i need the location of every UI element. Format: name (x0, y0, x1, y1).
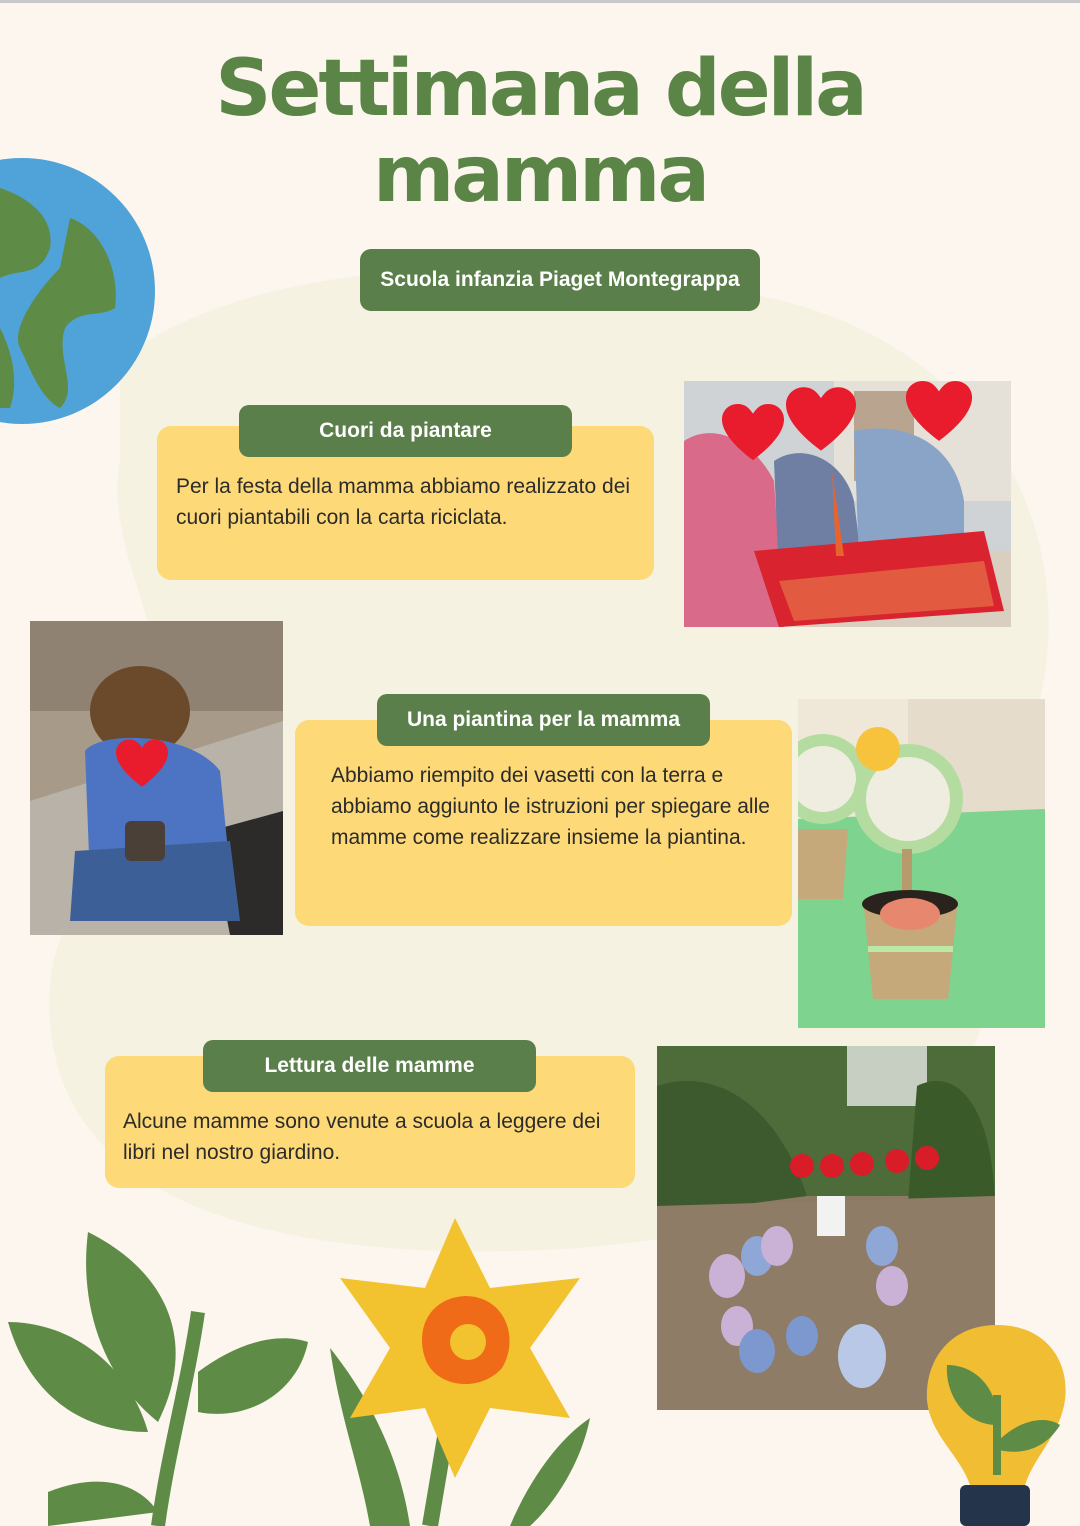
title-line-2: mamma (372, 130, 708, 220)
lightbulb-plant-icon (925, 1325, 1070, 1526)
section-card-piantina (295, 720, 792, 926)
section-heading-lettura: Lettura delle mamme (203, 1040, 536, 1092)
section-heading-cuori: Cuori da piantare (239, 405, 572, 457)
photo-child-filling-pot (30, 621, 283, 935)
heart-icon (904, 381, 974, 443)
photo-flower-pot-craft (798, 699, 1045, 1028)
heart-icon (722, 403, 784, 463)
photo-children-paper-hearts (684, 381, 1011, 627)
section-heading-piantina: Una piantina per la mamma (377, 694, 710, 746)
daffodil-icon (330, 1218, 590, 1526)
section-text: Abbiamo riempito dei vasetti con la terra e abbiamo aggiunto le istruzioni per spiegare alle mamme come realizzare insieme la piantina. (331, 764, 770, 849)
page-title (0, 46, 1080, 218)
section-text: Per la festa della mamma abbiamo realizzato dei cuori piantabili con la carta riciclata. (176, 475, 631, 529)
title-line-1: Settimana della (215, 44, 865, 134)
heart-icon (116, 739, 168, 789)
section-text: Alcune mamme sono venute a scuola a leggere dei libri nel nostro giardino. (123, 1110, 601, 1164)
leaf-plant-icon (8, 1232, 308, 1526)
school-name-badge: Scuola infanzia Piaget Montegrappa (360, 249, 760, 311)
heart-icon (786, 386, 856, 454)
